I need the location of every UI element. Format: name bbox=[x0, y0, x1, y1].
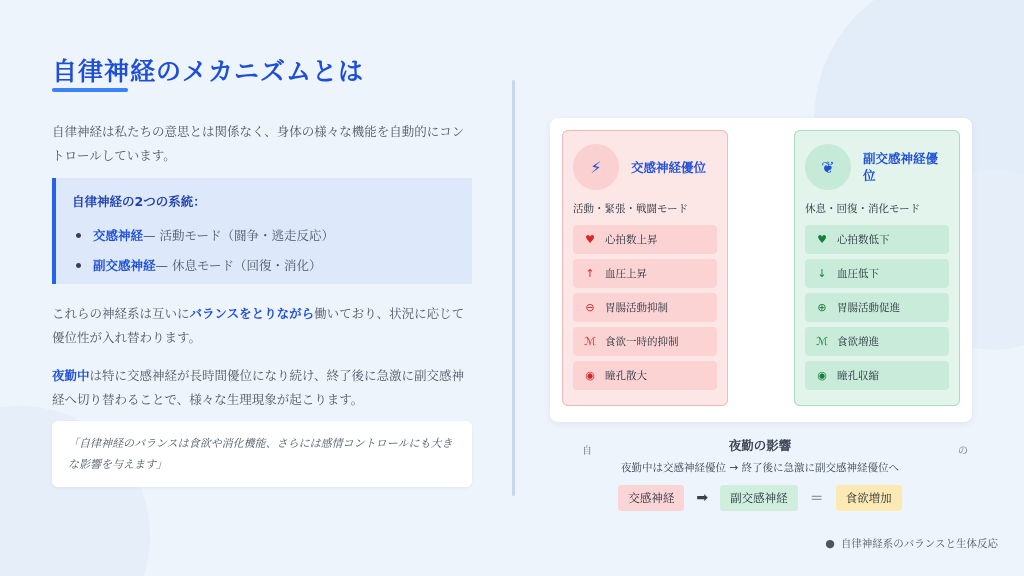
heart-pulse-icon: ♥ bbox=[817, 233, 827, 246]
list-item bbox=[805, 293, 949, 322]
footer-label: 自律神経系のバランスと生体反応 bbox=[840, 538, 998, 550]
arrow-down-icon: ↓ bbox=[817, 267, 827, 280]
system-item bbox=[72, 220, 456, 250]
system-name: 交感神経 bbox=[93, 228, 144, 243]
night-effect-subtitle: 夜勤中は交感神経優位 → 終了後に急激に副交感神経優位へ bbox=[621, 462, 899, 474]
list-item bbox=[573, 293, 717, 322]
page-title: 自律神経のメカニズムとは bbox=[52, 57, 365, 86]
item-label: 血圧低下 bbox=[837, 268, 879, 280]
list-item bbox=[573, 327, 717, 356]
item-label: 心拍数上昇 bbox=[605, 234, 658, 246]
systems-title: 自律神経の2つの系統： bbox=[72, 194, 206, 209]
list-item bbox=[573, 225, 717, 254]
eye-icon: ◉ bbox=[585, 369, 595, 382]
minus-circle-icon: ⊖ bbox=[585, 301, 595, 314]
item-label: 血圧上昇 bbox=[605, 268, 647, 280]
quote-box: 「自律神経のバランスは食欲や消化機能、さらには感情コントロールにも大きな影響を与えます」 bbox=[52, 421, 472, 487]
system-item bbox=[72, 250, 456, 280]
parasympathetic-tag: 副交感神経 bbox=[720, 485, 798, 511]
partial-text: 自 bbox=[582, 446, 592, 457]
night-effect-box bbox=[604, 436, 916, 518]
sympathetic-title: 交感神経優位 bbox=[631, 159, 707, 175]
title-underline bbox=[52, 88, 128, 92]
system-desc: — 活動モード（闘争・逃走反応） bbox=[143, 228, 334, 243]
bullet-icon bbox=[76, 233, 81, 238]
partial-text: の bbox=[958, 446, 968, 457]
system-desc: — 休息モード（回復・消化） bbox=[155, 258, 322, 273]
equals-icon: ＝ bbox=[809, 491, 824, 507]
leaf-icon: ❦ bbox=[805, 144, 851, 190]
parasympathetic-panel bbox=[794, 130, 960, 406]
arrow-right-icon: ➡ bbox=[696, 490, 709, 506]
parasympathetic-subtitle: 休息・回復・消化モード bbox=[805, 203, 921, 215]
utensils-icon: ℳ bbox=[584, 335, 596, 348]
item-label: 胃腸活動抑制 bbox=[605, 302, 668, 314]
appetite-tag: 食欲増加 bbox=[836, 485, 902, 511]
list-item bbox=[805, 361, 949, 390]
balance-text-post: 働いており、状況に応じて優位性が入れ替わります。 bbox=[52, 306, 465, 345]
night-effect-title: 夜勤の影響 bbox=[728, 438, 792, 453]
item-label: 心拍数低下 bbox=[837, 234, 890, 246]
lightning-icon: ⚡ bbox=[573, 144, 619, 190]
night-shift-text bbox=[52, 364, 472, 412]
bullet-icon bbox=[76, 263, 81, 268]
systems-box bbox=[52, 178, 472, 284]
list-item bbox=[805, 259, 949, 288]
balance-text bbox=[52, 302, 472, 350]
balance-text-pre: これらの神経系は互いに bbox=[52, 306, 190, 321]
item-label: 食欲一時的抑制 bbox=[605, 336, 679, 348]
list-item bbox=[573, 361, 717, 390]
night-shift-highlight: 夜勤中 bbox=[52, 368, 90, 383]
heart-pulse-icon: ♥ bbox=[585, 233, 595, 246]
list-item bbox=[573, 259, 717, 288]
item-label: 瞳孔収縮 bbox=[837, 370, 879, 382]
sympathetic-subtitle: 活動・緊張・戦闘モード bbox=[573, 203, 689, 215]
utensils-icon: ℳ bbox=[816, 335, 828, 348]
sympathetic-panel bbox=[562, 130, 728, 406]
brain-icon: ● bbox=[825, 537, 835, 550]
list-item bbox=[805, 225, 949, 254]
eye-icon: ◉ bbox=[817, 369, 827, 382]
vertical-divider bbox=[512, 80, 515, 496]
list-item bbox=[805, 327, 949, 356]
item-label: 食欲増進 bbox=[837, 336, 879, 348]
item-label: 胃腸活動促進 bbox=[837, 302, 900, 314]
balance-highlight: バランスをとりながら bbox=[189, 306, 315, 321]
arrow-up-icon: ↑ bbox=[585, 267, 595, 280]
item-label: 瞳孔散大 bbox=[605, 370, 647, 382]
system-name: 副交感神経 bbox=[93, 258, 156, 273]
comparison-card bbox=[550, 118, 972, 422]
footer bbox=[825, 536, 998, 551]
effect-chain bbox=[604, 485, 916, 511]
parasympathetic-title: 副交感神経優位 bbox=[863, 151, 939, 183]
night-shift-text-post: は特に交感神経が長時間優位になり続け、終了後に急激に副交感神経へ切り替わることで、様々な生理現象が起こります。 bbox=[52, 368, 465, 407]
sympathetic-tag: 交感神経 bbox=[618, 485, 684, 511]
plus-circle-icon: ⊕ bbox=[817, 301, 827, 314]
intro-text: 自律神経は私たちの意思とは関係なく、身体の様々な機能を自動的にコントロールしています。 bbox=[52, 124, 465, 163]
